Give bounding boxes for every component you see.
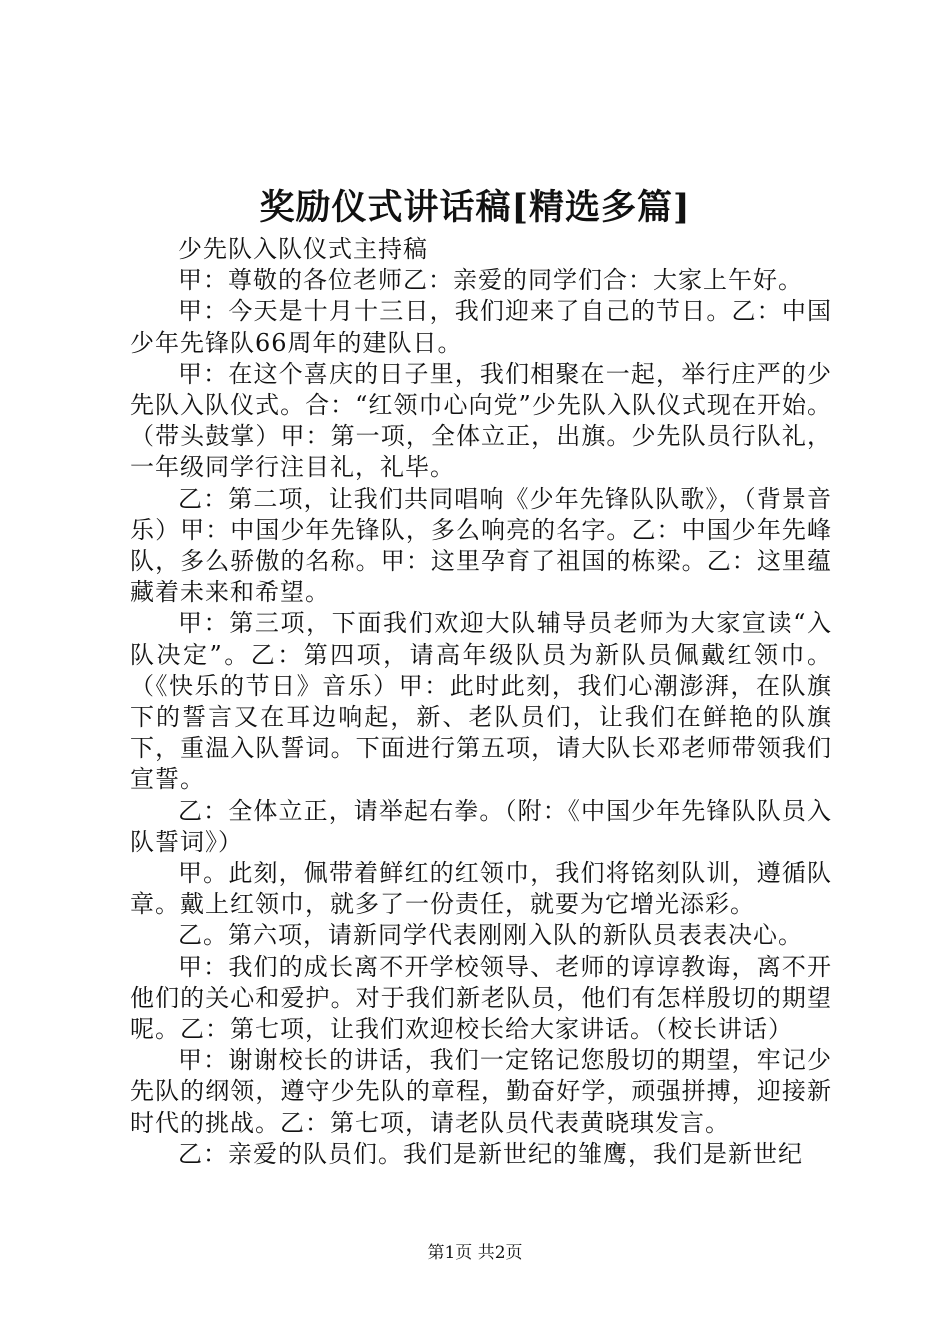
paragraph: 乙。第六项，请新同学代表刚刚入队的新队员表表决心。 [178,921,803,950]
page-footer: 第1页 共2页 [427,1243,523,1263]
paragraph: 甲：第三项，下面我们欢迎大队辅导员老师为大家宣读“入队决定”。乙：第四项，请高年级队员为新队员佩戴红领巾。（《快乐的节日》音乐）甲：此时此刻，我们心潮澎湃，在队旗下的誓言又在耳边响起，新、老队员们，让我们在鲜艳的队旗下，重温入队誓词。下面进行第五项，请大队长邓老师带领我们宣誓。 [130,609,832,794]
section-heading: 少先队入队仪式主持稿 [178,235,428,263]
document-title: 奖励仪式讲话稿[精选多篇] [259,187,691,228]
document-body [130,234,832,1170]
paragraph: 甲：在这个喜庆的日子里，我们相聚在一起，举行庄严的少先队入队仪式。合：“红领巾心向党”少先队入队仪式现在开始。（带头鼓掌）甲：第一项，全体立正，出旗。少先队员行队礼，一年级同学行注目礼，礼毕。 [130,359,832,482]
paragraph: 甲：谢谢校长的讲话，我们一定铭记您殷切的期望，牢记少先队的纲领，遵守少先队的章程，勤奋好学，顽强拼搏，迎接新时代的挑战。乙：第七项，请老队员代表黄晓琪发言。 [130,1046,832,1137]
paragraph: 甲。此刻，佩带着鲜红的红领巾，我们将铭刻队训，遵循队章。戴上红领巾，就多了一份责任，就要为它增光添彩。 [130,859,832,919]
paragraph: 乙：亲爱的队员们。我们是新世纪的雏鹰，我们是新世纪 [178,1139,803,1168]
paragraph: 乙：全体立正，请举起右拳。（附：《中国少年先锋队队员入队誓词》） [130,796,832,856]
paragraph: 甲：今天是十月十三日，我们迎来了自己的节日。乙：中国少年先锋队66周年的建队日。 [130,297,832,357]
paragraph: 乙：第二项，让我们共同唱响《少年先锋队队歌》，（背景音乐）甲：中国少年先锋队，多么响亮的名字。乙：中国少年先峰队，多么骄傲的名称。甲：这里孕育了祖国的栋梁。乙：这里蕴藏着未来和希望。 [130,484,832,607]
paragraph: 甲：尊敬的各位老师乙：亲爱的同学们合：大家上午好。 [178,266,803,295]
paragraph: 甲：我们的成长离不开学校领导、老师的谆谆教诲，离不开他们的关心和爱护。对于我们新老队员，他们有怎样殷切的期望呢。乙：第七项，让我们欢迎校长给大家讲话。（校长讲话） [130,952,832,1044]
